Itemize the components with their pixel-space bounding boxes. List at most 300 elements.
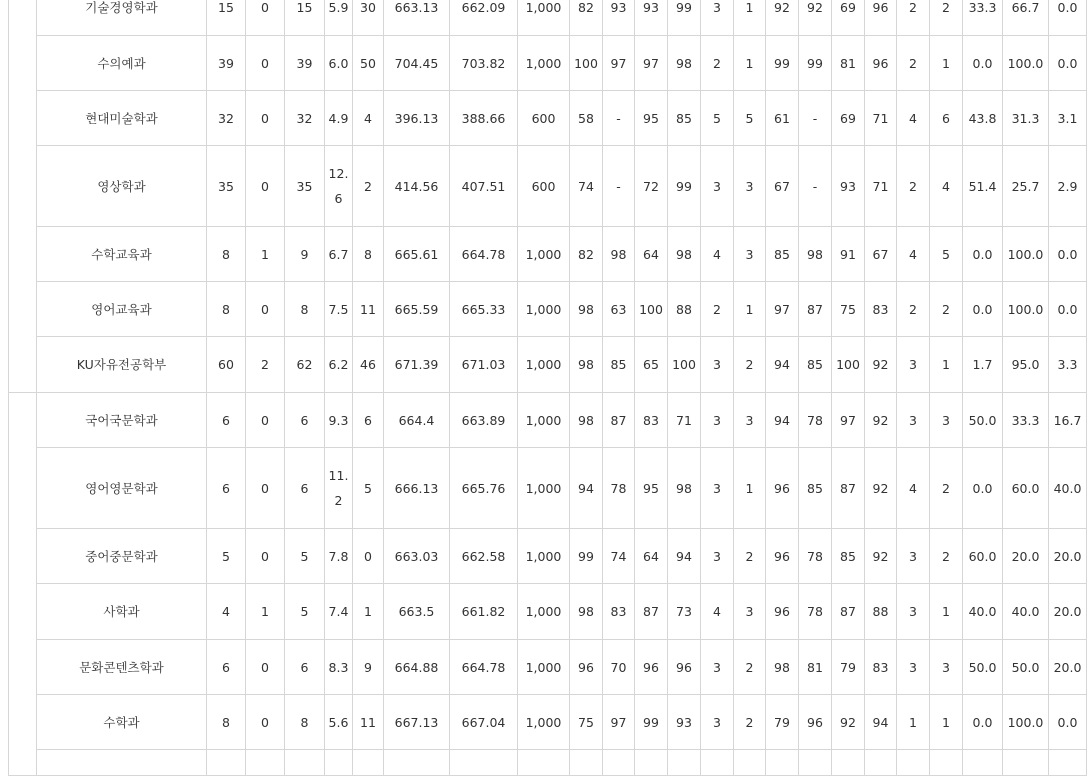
pct-1-cell: 43.8 bbox=[963, 91, 1003, 146]
col-18-cell: 92 bbox=[865, 529, 897, 584]
col-20-cell: 2 bbox=[930, 529, 963, 584]
col-16-cell: 78 bbox=[799, 393, 832, 448]
col-11-cell: 95 bbox=[635, 448, 668, 529]
applicants-total-cell: 5 bbox=[285, 529, 325, 584]
applicants-b-cell: 2 bbox=[246, 337, 285, 393]
col-20-cell: 5 bbox=[930, 227, 963, 282]
col-19-cell: 3 bbox=[897, 584, 930, 640]
score-full-cell: 1,000 bbox=[518, 0, 570, 36]
applicants-a-cell: 8 bbox=[207, 227, 246, 282]
score-max-cell: 414.56 bbox=[384, 146, 450, 227]
pct-1-cell: 50.0 bbox=[963, 393, 1003, 448]
competition-ratio-cell: 6.7 bbox=[325, 227, 353, 282]
col-14-cell: 2 bbox=[734, 640, 766, 695]
col-18-cell: 94 bbox=[865, 695, 897, 750]
score-max-cell: 663.13 bbox=[384, 0, 450, 36]
col-15-cell: 99 bbox=[766, 36, 799, 91]
col-18-cell: 92 bbox=[865, 448, 897, 529]
col-10-cell: 78 bbox=[603, 448, 635, 529]
applicants-total-cell: 15 bbox=[285, 0, 325, 36]
col-20-cell bbox=[930, 750, 963, 776]
col-13-cell bbox=[701, 750, 734, 776]
col-09-cell: 82 bbox=[570, 0, 603, 36]
applicants-b-cell: 0 bbox=[246, 146, 285, 227]
col-16-cell: 81 bbox=[799, 640, 832, 695]
score-avg-cell: 407.51 bbox=[450, 146, 518, 227]
col-17-cell: 87 bbox=[832, 584, 865, 640]
applicants-b-cell: 0 bbox=[246, 640, 285, 695]
col-13-cell: 3 bbox=[701, 0, 734, 36]
col-20-cell: 3 bbox=[930, 640, 963, 695]
table-row bbox=[9, 529, 1087, 584]
competition-ratio-cell: 11.2 bbox=[325, 448, 353, 529]
pct-1-cell: 50.0 bbox=[963, 640, 1003, 695]
competition-ratio-cell: 7.5 bbox=[325, 282, 353, 337]
pct-2-cell: 20.0 bbox=[1003, 529, 1049, 584]
score-avg-cell: 662.58 bbox=[450, 529, 518, 584]
applicants-a-cell bbox=[207, 750, 246, 776]
col-19-cell: 3 bbox=[897, 640, 930, 695]
pct-2-cell: 66.7 bbox=[1003, 0, 1049, 36]
additional-passes-cell: 9 bbox=[353, 640, 384, 695]
additional-passes-cell: 50 bbox=[353, 36, 384, 91]
col-14-cell: 3 bbox=[734, 393, 766, 448]
score-avg-cell: 667.04 bbox=[450, 695, 518, 750]
applicants-total-cell: 6 bbox=[285, 393, 325, 448]
col-12-cell: 96 bbox=[668, 640, 701, 695]
col-19-cell: 4 bbox=[897, 91, 930, 146]
score-avg-cell: 665.33 bbox=[450, 282, 518, 337]
score-full-cell: 1,000 bbox=[518, 695, 570, 750]
applicants-a-cell: 4 bbox=[207, 584, 246, 640]
score-avg-cell: 671.03 bbox=[450, 337, 518, 393]
department-cell: KU자유전공학부 bbox=[37, 337, 207, 393]
col-17-cell: 69 bbox=[832, 91, 865, 146]
applicants-b-cell: 0 bbox=[246, 0, 285, 36]
additional-passes-cell: 0 bbox=[353, 529, 384, 584]
table-row bbox=[9, 337, 1087, 393]
score-max-cell: 664.4 bbox=[384, 393, 450, 448]
applicants-a-cell: 35 bbox=[207, 146, 246, 227]
applicants-a-cell: 39 bbox=[207, 36, 246, 91]
pct-2-cell: 50.0 bbox=[1003, 640, 1049, 695]
applicants-b-cell bbox=[246, 750, 285, 776]
applicants-b-cell: 0 bbox=[246, 91, 285, 146]
col-13-cell: 2 bbox=[701, 36, 734, 91]
competition-ratio-cell: 7.8 bbox=[325, 529, 353, 584]
pct-2-cell: 95.0 bbox=[1003, 337, 1049, 393]
pct-2-cell: 40.0 bbox=[1003, 584, 1049, 640]
col-09-cell: 74 bbox=[570, 146, 603, 227]
competition-ratio-cell: 12.6 bbox=[325, 146, 353, 227]
competition-ratio-cell: 6.0 bbox=[325, 36, 353, 91]
col-12-cell: 85 bbox=[668, 91, 701, 146]
col-14-cell: 1 bbox=[734, 0, 766, 36]
col-18-cell: 92 bbox=[865, 337, 897, 393]
col-09-cell: 96 bbox=[570, 640, 603, 695]
col-11-cell: 83 bbox=[635, 393, 668, 448]
score-max-cell: 663.5 bbox=[384, 584, 450, 640]
department-cell: 기술경영학과 bbox=[37, 0, 207, 36]
col-15-cell: 97 bbox=[766, 282, 799, 337]
col-14-cell: 2 bbox=[734, 695, 766, 750]
col-11-cell: 93 bbox=[635, 0, 668, 36]
col-20-cell: 3 bbox=[930, 393, 963, 448]
col-11-cell: 97 bbox=[635, 36, 668, 91]
pct-1-cell: 0.0 bbox=[963, 448, 1003, 529]
department-cell: 사학과 bbox=[37, 584, 207, 640]
pct-3-cell: 0.0 bbox=[1049, 0, 1087, 36]
col-11-cell: 99 bbox=[635, 695, 668, 750]
col-15-cell: 96 bbox=[766, 584, 799, 640]
col-15-cell: 67 bbox=[766, 146, 799, 227]
competition-ratio-cell: 5.9 bbox=[325, 0, 353, 36]
col-20-cell: 4 bbox=[930, 146, 963, 227]
col-12-cell bbox=[668, 750, 701, 776]
competition-ratio-cell: 4.9 bbox=[325, 91, 353, 146]
additional-passes-cell: 6 bbox=[353, 393, 384, 448]
table-row bbox=[9, 750, 1087, 776]
col-09-cell: 98 bbox=[570, 584, 603, 640]
pct-2-cell: 60.0 bbox=[1003, 448, 1049, 529]
score-full-cell: 1,000 bbox=[518, 227, 570, 282]
score-max-cell bbox=[384, 750, 450, 776]
col-16-cell: 92 bbox=[799, 0, 832, 36]
col-18-cell: 96 bbox=[865, 36, 897, 91]
score-full-cell: 1,000 bbox=[518, 448, 570, 529]
col-10-cell: 93 bbox=[603, 0, 635, 36]
pct-2-cell bbox=[1003, 750, 1049, 776]
col-17-cell: 85 bbox=[832, 529, 865, 584]
col-19-cell: 2 bbox=[897, 282, 930, 337]
col-12-cell: 71 bbox=[668, 393, 701, 448]
applicants-a-cell: 15 bbox=[207, 0, 246, 36]
department-cell: 중어중문학과 bbox=[37, 529, 207, 584]
table-row bbox=[9, 0, 1087, 36]
applicants-a-cell: 6 bbox=[207, 448, 246, 529]
col-13-cell: 3 bbox=[701, 695, 734, 750]
col-11-cell: 100 bbox=[635, 282, 668, 337]
col-20-cell: 1 bbox=[930, 36, 963, 91]
pct-1-cell: 33.3 bbox=[963, 0, 1003, 36]
pct-3-cell: 0.0 bbox=[1049, 695, 1087, 750]
col-19-cell: 4 bbox=[897, 448, 930, 529]
score-full-cell: 1,000 bbox=[518, 337, 570, 393]
col-18-cell bbox=[865, 750, 897, 776]
additional-passes-cell: 8 bbox=[353, 227, 384, 282]
col-19-cell: 3 bbox=[897, 529, 930, 584]
col-10-cell: 85 bbox=[603, 337, 635, 393]
pct-2-cell: 100.0 bbox=[1003, 695, 1049, 750]
col-13-cell: 3 bbox=[701, 529, 734, 584]
col-09-cell bbox=[570, 750, 603, 776]
col-11-cell: 72 bbox=[635, 146, 668, 227]
col-16-cell: 87 bbox=[799, 282, 832, 337]
department-cell: 국어국문학과 bbox=[37, 393, 207, 448]
col-16-cell: 78 bbox=[799, 529, 832, 584]
pct-3-cell: 3.1 bbox=[1049, 91, 1087, 146]
score-avg-cell: 665.76 bbox=[450, 448, 518, 529]
pct-3-cell: 0.0 bbox=[1049, 36, 1087, 91]
col-19-cell: 3 bbox=[897, 393, 930, 448]
col-14-cell: 3 bbox=[734, 584, 766, 640]
score-max-cell: 665.61 bbox=[384, 227, 450, 282]
pct-3-cell: 16.7 bbox=[1049, 393, 1087, 448]
pct-1-cell: 0.0 bbox=[963, 695, 1003, 750]
col-16-cell: - bbox=[799, 91, 832, 146]
col-19-cell: 3 bbox=[897, 337, 930, 393]
col-09-cell: 58 bbox=[570, 91, 603, 146]
admissions-results-table bbox=[8, 0, 1087, 776]
col-09-cell: 99 bbox=[570, 529, 603, 584]
pct-1-cell: 51.4 bbox=[963, 146, 1003, 227]
col-17-cell bbox=[832, 750, 865, 776]
col-16-cell bbox=[799, 750, 832, 776]
applicants-total-cell: 32 bbox=[285, 91, 325, 146]
score-max-cell: 704.45 bbox=[384, 36, 450, 91]
col-11-cell: 65 bbox=[635, 337, 668, 393]
col-09-cell: 82 bbox=[570, 227, 603, 282]
col-20-cell: 1 bbox=[930, 584, 963, 640]
col-15-cell bbox=[766, 750, 799, 776]
score-full-cell: 600 bbox=[518, 91, 570, 146]
pct-3-cell: 0.0 bbox=[1049, 227, 1087, 282]
applicants-b-cell: 0 bbox=[246, 695, 285, 750]
additional-passes-cell: 1 bbox=[353, 584, 384, 640]
admissions-table-container bbox=[8, 0, 1087, 776]
pct-1-cell: 1.7 bbox=[963, 337, 1003, 393]
pct-1-cell: 0.0 bbox=[963, 36, 1003, 91]
applicants-a-cell: 5 bbox=[207, 529, 246, 584]
group-cell bbox=[9, 0, 37, 393]
additional-passes-cell: 11 bbox=[353, 695, 384, 750]
score-full-cell: 600 bbox=[518, 146, 570, 227]
applicants-total-cell bbox=[285, 750, 325, 776]
col-12-cell: 93 bbox=[668, 695, 701, 750]
col-18-cell: 92 bbox=[865, 393, 897, 448]
col-15-cell: 96 bbox=[766, 529, 799, 584]
col-17-cell: 75 bbox=[832, 282, 865, 337]
applicants-a-cell: 8 bbox=[207, 695, 246, 750]
col-13-cell: 2 bbox=[701, 282, 734, 337]
pct-2-cell: 33.3 bbox=[1003, 393, 1049, 448]
table-body bbox=[9, 0, 1087, 776]
pct-2-cell: 25.7 bbox=[1003, 146, 1049, 227]
col-20-cell: 2 bbox=[930, 282, 963, 337]
col-19-cell: 2 bbox=[897, 0, 930, 36]
additional-passes-cell: 11 bbox=[353, 282, 384, 337]
score-full-cell: 1,000 bbox=[518, 36, 570, 91]
col-14-cell: 3 bbox=[734, 146, 766, 227]
col-10-cell: 83 bbox=[603, 584, 635, 640]
score-max-cell: 666.13 bbox=[384, 448, 450, 529]
applicants-total-cell: 39 bbox=[285, 36, 325, 91]
score-avg-cell: 662.09 bbox=[450, 0, 518, 36]
applicants-total-cell: 9 bbox=[285, 227, 325, 282]
applicants-b-cell: 0 bbox=[246, 282, 285, 337]
col-09-cell: 100 bbox=[570, 36, 603, 91]
department-cell: 현대미술학과 bbox=[37, 91, 207, 146]
score-avg-cell: 388.66 bbox=[450, 91, 518, 146]
applicants-b-cell: 0 bbox=[246, 448, 285, 529]
col-12-cell: 99 bbox=[668, 0, 701, 36]
col-13-cell: 3 bbox=[701, 448, 734, 529]
applicants-b-cell: 1 bbox=[246, 584, 285, 640]
col-18-cell: 71 bbox=[865, 146, 897, 227]
col-17-cell: 69 bbox=[832, 0, 865, 36]
score-avg-cell: 664.78 bbox=[450, 640, 518, 695]
score-full-cell: 1,000 bbox=[518, 393, 570, 448]
col-17-cell: 93 bbox=[832, 146, 865, 227]
col-18-cell: 67 bbox=[865, 227, 897, 282]
score-avg-cell: 663.89 bbox=[450, 393, 518, 448]
col-17-cell: 97 bbox=[832, 393, 865, 448]
col-10-cell bbox=[603, 750, 635, 776]
col-12-cell: 98 bbox=[668, 448, 701, 529]
pct-3-cell: 20.0 bbox=[1049, 529, 1087, 584]
col-16-cell: 78 bbox=[799, 584, 832, 640]
col-16-cell: 85 bbox=[799, 337, 832, 393]
col-14-cell: 2 bbox=[734, 337, 766, 393]
applicants-total-cell: 6 bbox=[285, 448, 325, 529]
table-row bbox=[9, 640, 1087, 695]
col-10-cell: - bbox=[603, 146, 635, 227]
col-12-cell: 94 bbox=[668, 529, 701, 584]
score-avg-cell: 664.78 bbox=[450, 227, 518, 282]
table-row bbox=[9, 393, 1087, 448]
col-12-cell: 98 bbox=[668, 36, 701, 91]
additional-passes-cell: 46 bbox=[353, 337, 384, 393]
col-18-cell: 88 bbox=[865, 584, 897, 640]
pct-1-cell bbox=[963, 750, 1003, 776]
department-cell: 영상학과 bbox=[37, 146, 207, 227]
col-12-cell: 73 bbox=[668, 584, 701, 640]
col-13-cell: 4 bbox=[701, 227, 734, 282]
col-13-cell: 3 bbox=[701, 146, 734, 227]
col-20-cell: 2 bbox=[930, 0, 963, 36]
col-17-cell: 91 bbox=[832, 227, 865, 282]
col-15-cell: 98 bbox=[766, 640, 799, 695]
col-17-cell: 81 bbox=[832, 36, 865, 91]
pct-2-cell: 100.0 bbox=[1003, 282, 1049, 337]
applicants-b-cell: 0 bbox=[246, 36, 285, 91]
col-09-cell: 75 bbox=[570, 695, 603, 750]
col-17-cell: 79 bbox=[832, 640, 865, 695]
col-12-cell: 100 bbox=[668, 337, 701, 393]
score-max-cell: 667.13 bbox=[384, 695, 450, 750]
col-19-cell: 2 bbox=[897, 146, 930, 227]
competition-ratio-cell: 8.3 bbox=[325, 640, 353, 695]
col-10-cell: - bbox=[603, 91, 635, 146]
col-12-cell: 99 bbox=[668, 146, 701, 227]
col-20-cell: 6 bbox=[930, 91, 963, 146]
department-cell bbox=[37, 750, 207, 776]
table-row bbox=[9, 695, 1087, 750]
col-13-cell: 3 bbox=[701, 337, 734, 393]
col-14-cell: 1 bbox=[734, 36, 766, 91]
applicants-b-cell: 0 bbox=[246, 529, 285, 584]
department-cell: 수학교육과 bbox=[37, 227, 207, 282]
score-full-cell: 1,000 bbox=[518, 529, 570, 584]
col-13-cell: 5 bbox=[701, 91, 734, 146]
pct-3-cell: 20.0 bbox=[1049, 640, 1087, 695]
col-14-cell: 1 bbox=[734, 448, 766, 529]
col-15-cell: 85 bbox=[766, 227, 799, 282]
col-13-cell: 3 bbox=[701, 393, 734, 448]
col-10-cell: 63 bbox=[603, 282, 635, 337]
col-13-cell: 3 bbox=[701, 640, 734, 695]
col-10-cell: 70 bbox=[603, 640, 635, 695]
score-avg-cell bbox=[450, 750, 518, 776]
col-15-cell: 94 bbox=[766, 337, 799, 393]
pct-3-cell: 3.3 bbox=[1049, 337, 1087, 393]
pct-3-cell: 2.9 bbox=[1049, 146, 1087, 227]
additional-passes-cell bbox=[353, 750, 384, 776]
competition-ratio-cell: 9.3 bbox=[325, 393, 353, 448]
applicants-total-cell: 35 bbox=[285, 146, 325, 227]
col-10-cell: 87 bbox=[603, 393, 635, 448]
col-20-cell: 1 bbox=[930, 695, 963, 750]
col-09-cell: 94 bbox=[570, 448, 603, 529]
col-15-cell: 92 bbox=[766, 0, 799, 36]
department-cell: 문화콘텐츠학과 bbox=[37, 640, 207, 695]
applicants-a-cell: 8 bbox=[207, 282, 246, 337]
applicants-total-cell: 6 bbox=[285, 640, 325, 695]
table-row bbox=[9, 91, 1087, 146]
col-10-cell: 74 bbox=[603, 529, 635, 584]
col-15-cell: 96 bbox=[766, 448, 799, 529]
additional-passes-cell: 5 bbox=[353, 448, 384, 529]
score-max-cell: 665.59 bbox=[384, 282, 450, 337]
score-full-cell bbox=[518, 750, 570, 776]
group-cell bbox=[9, 393, 37, 776]
col-18-cell: 83 bbox=[865, 282, 897, 337]
score-full-cell: 1,000 bbox=[518, 282, 570, 337]
col-13-cell: 4 bbox=[701, 584, 734, 640]
score-avg-cell: 703.82 bbox=[450, 36, 518, 91]
pct-3-cell: 40.0 bbox=[1049, 448, 1087, 529]
table-row bbox=[9, 448, 1087, 529]
col-14-cell bbox=[734, 750, 766, 776]
table-row bbox=[9, 584, 1087, 640]
col-14-cell: 1 bbox=[734, 282, 766, 337]
department-cell: 수학과 bbox=[37, 695, 207, 750]
col-10-cell: 97 bbox=[603, 695, 635, 750]
additional-passes-cell: 4 bbox=[353, 91, 384, 146]
applicants-total-cell: 62 bbox=[285, 337, 325, 393]
col-20-cell: 2 bbox=[930, 448, 963, 529]
col-11-cell: 87 bbox=[635, 584, 668, 640]
col-19-cell: 4 bbox=[897, 227, 930, 282]
pct-3-cell: 0.0 bbox=[1049, 282, 1087, 337]
table-row bbox=[9, 282, 1087, 337]
pct-1-cell: 0.0 bbox=[963, 227, 1003, 282]
pct-1-cell: 40.0 bbox=[963, 584, 1003, 640]
col-11-cell: 96 bbox=[635, 640, 668, 695]
score-full-cell: 1,000 bbox=[518, 640, 570, 695]
applicants-total-cell: 8 bbox=[285, 282, 325, 337]
col-15-cell: 79 bbox=[766, 695, 799, 750]
score-max-cell: 396.13 bbox=[384, 91, 450, 146]
col-17-cell: 92 bbox=[832, 695, 865, 750]
score-max-cell: 664.88 bbox=[384, 640, 450, 695]
applicants-a-cell: 6 bbox=[207, 640, 246, 695]
col-18-cell: 71 bbox=[865, 91, 897, 146]
col-16-cell: 99 bbox=[799, 36, 832, 91]
col-15-cell: 61 bbox=[766, 91, 799, 146]
applicants-total-cell: 8 bbox=[285, 695, 325, 750]
additional-passes-cell: 30 bbox=[353, 0, 384, 36]
